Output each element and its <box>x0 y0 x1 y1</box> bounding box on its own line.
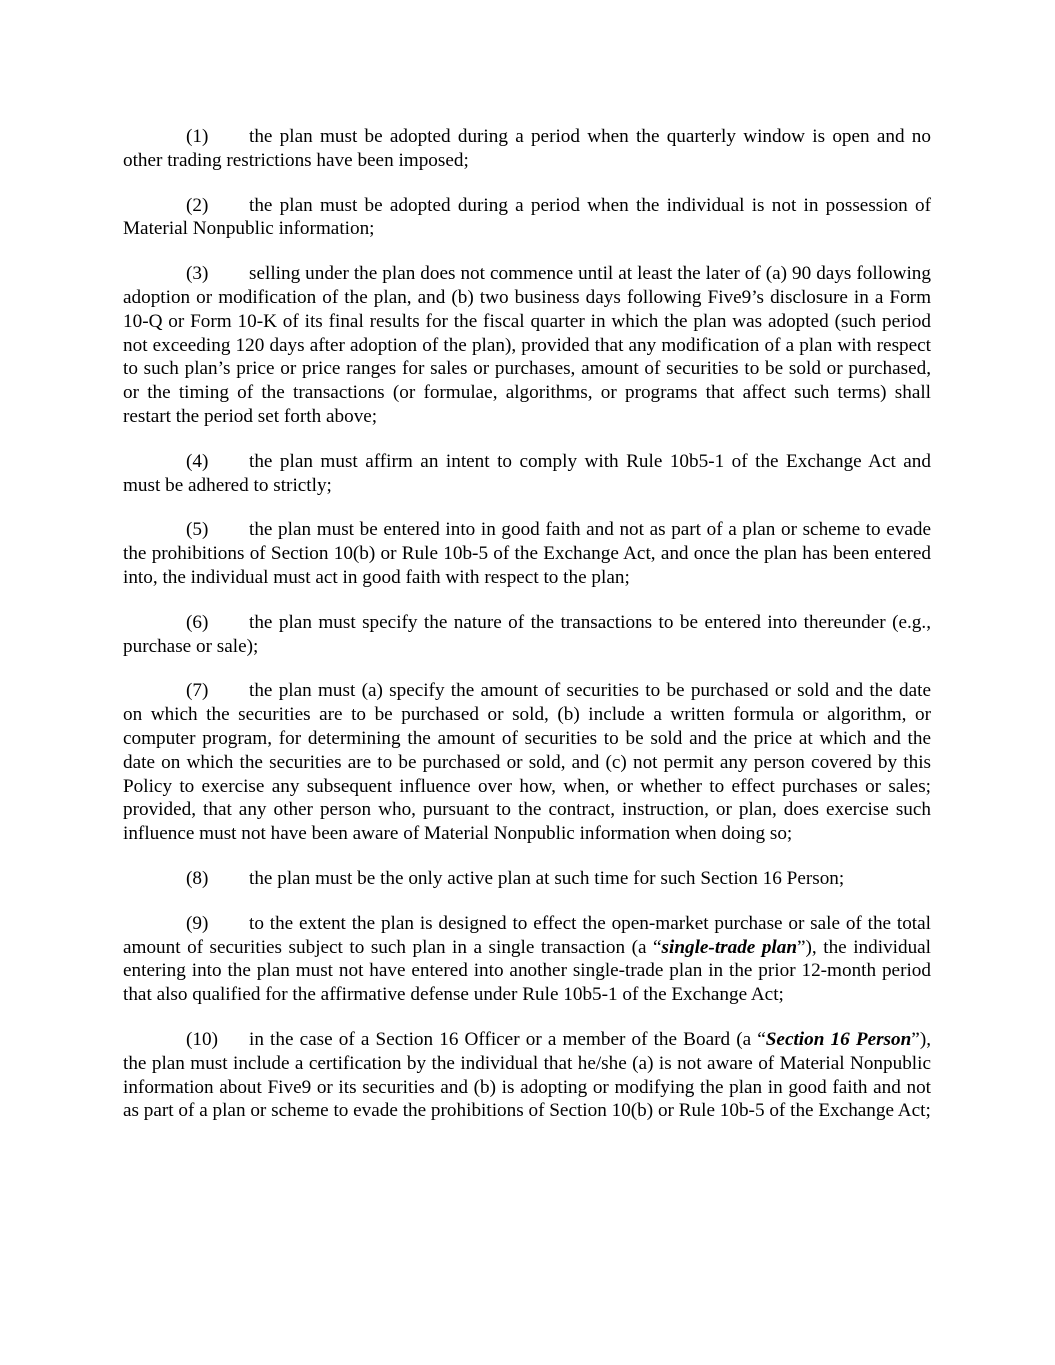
list-item-10 <box>123 1028 931 1123</box>
list-item-6 <box>123 611 931 659</box>
item-number: (8) <box>186 867 209 889</box>
item-number: (1) <box>186 126 209 147</box>
item-number: (10) <box>186 1028 218 1050</box>
item-text: selling under the plan does not commence until at least the later of (a) 90 days following adoption or modification of the plan, and (b) two business days following Five9’s disclosure in a Form 10-Q or Form 10-K of its final results for the fiscal quarter in which the plan was adopted (such period not exceeding 120 days after adoption of the plan), provided that any modification of a plan with respect to such plan’s price or price ranges for sales or purchases, amount of securities to be sold or purchased, or the timing of the transactions (or formulae, algorithms, or programs that affect such terms) shall restart the period set forth above; <box>123 263 931 427</box>
list-item-5 <box>123 518 931 589</box>
item-text-before: in the case of a Section 16 Officer or a member of the Board (a “ <box>249 1028 766 1050</box>
item-number: (2) <box>186 194 209 216</box>
item-text: the plan must be adopted during a period when the individual is not in possession of Material Nonpublic information; <box>123 194 931 240</box>
list-item-3 <box>123 262 931 429</box>
item-text: the plan must be adopted during a period when the quarterly window is open and no other trading restrictions have been imposed; <box>123 126 931 171</box>
item-text: the plan must be entered into in good faith and not as part of a plan or scheme to evade the prohibitions of Section 10(b) or Rule 10b-5 of the Exchange Act, and once the plan has been entered into, the individual must act in good faith with respect to the plan; <box>123 519 931 588</box>
item-number: (9) <box>186 912 209 934</box>
item-text: the plan must specify the nature of the transactions to be entered into thereunder (e.g., purchase or sale); <box>123 611 931 657</box>
item-number: (5) <box>186 519 209 541</box>
item-text: the plan must (a) specify the amount of securities to be purchased or sold and the date on which the securities are to be purchased or sold, (b) include a written formula or algorithm, or computer program, for determining the amount of securities to be sold and the price at which and the date on which the securities are to be purchased or sold, and (c) not permit any person covered by this Policy to exercise any subsequent influence over how, when, or whether to effect purchases or sales; provided, that any other person who, pursuant to the contract, instruction, or plan, does exercise such influence must not have been aware of Material Nonpublic information when doing so; <box>123 680 931 845</box>
list-item-1 <box>123 125 931 173</box>
item-number: (4) <box>186 450 209 472</box>
item-number: (3) <box>186 263 209 285</box>
item-text-before: to the extent the plan is designed to effect the open-market purchase or sale of the total amount of securities subject to such plan in a single transaction (a “ <box>123 912 931 958</box>
item-text-after: ”), the individual entering into the plan must not have entered into another single-trade plan in the prior 12-month period that also qualified for the affirmative defense under Rule 10b5-1 of the Exchange Act; <box>123 936 932 1006</box>
list-item-2 <box>123 194 931 242</box>
defined-term: single-trade plan <box>661 936 798 958</box>
item-text: the plan must be the only active plan at such time for such Section 16 Person; <box>249 867 845 889</box>
document-page <box>123 125 931 1144</box>
item-number: (7) <box>186 680 209 702</box>
list-item-7 <box>123 679 931 846</box>
list-item-4 <box>123 450 931 498</box>
list-item-8 <box>123 867 931 891</box>
defined-term: Section 16 Person <box>765 1028 912 1050</box>
list-item-9 <box>123 912 931 1007</box>
item-text-after: ”), the plan must include a certification by the individual that he/she (a) is not aware of Material Nonpublic information about Five9 or its securities and (b) is adopting or modifying the plan in good faith and not as part of a plan or scheme to evade the prohibitions of Section 10(b) or Rule 10b-5 of the Exchange Act; <box>123 1028 931 1122</box>
item-text: the plan must affirm an intent to comply with Rule 10b5-1 of the Exchange Act and must be adhered to strictly; <box>123 450 931 496</box>
item-number: (6) <box>186 611 209 633</box>
